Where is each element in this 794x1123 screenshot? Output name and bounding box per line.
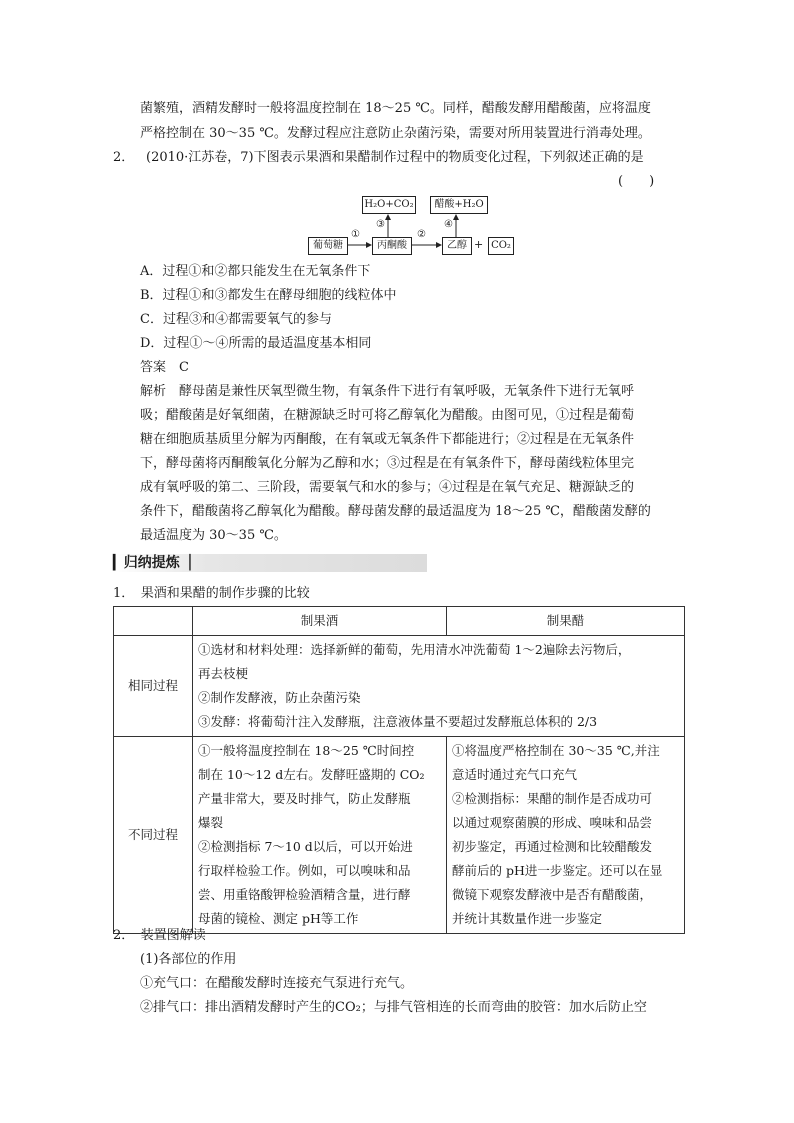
cell-vinegar-diff	[447, 737, 685, 934]
step2-label: ②	[417, 229, 426, 240]
table-corner	[114, 607, 193, 636]
option-a: A．过程①和②都只能发生在无氧条件下	[140, 264, 371, 279]
option-c: C．过程③和④都需要氧气的参与	[140, 312, 332, 327]
vinegar-line: 初步鉴定，再通过检测和比较醋酸发	[452, 839, 653, 854]
wine-line: 爆裂	[198, 815, 224, 830]
step4-label: ④	[444, 219, 453, 230]
option-d: D．过程①～④所需的最适温度基本相同	[140, 336, 372, 351]
question-number: 2．	[113, 150, 135, 165]
vinegar-line: 意适时通过充气口充气	[452, 767, 578, 782]
step1-label: ①	[351, 229, 360, 240]
vinegar-line: ②检测指标：果醋的制作是否成功可	[452, 791, 653, 806]
plus-sign: +	[474, 238, 484, 251]
analysis-line-2: 吸；醋酸菌是好氧细菌，在糖源缺乏时可将乙醇氧化为醋酸。由图可见，①过程是葡萄	[140, 408, 635, 423]
col-header-vinegar: 制果醋	[447, 607, 685, 636]
wine-line: 尝、用重铬酸钾检验酒精含量，进行酵	[198, 887, 411, 902]
intro-line-2: 严格控制在 30～35 ℃。发酵过程应注意防止杂菌污染，需要对所用装置进行消毒处理。	[140, 126, 651, 141]
wine-line: 产量非常大，要及时排气，防止发酵瓶	[198, 791, 411, 806]
cell-wine-diff	[193, 737, 447, 934]
acetic-acid-box: 醋酸+H₂O	[430, 196, 488, 214]
cell-same-process	[193, 636, 685, 737]
col-header-wine: 制果酒	[193, 607, 447, 636]
same-line: ②制作发酵液，防止杂菌污染	[198, 690, 361, 705]
same-line: 再去枝梗	[198, 666, 249, 681]
part-line-2: ②排气口：排出酒精发酵时产生的CO₂；与排气管相连的长而弯曲的胶管：加水后防止空	[140, 1000, 647, 1015]
answer-bracket: ( )	[618, 174, 655, 189]
vinegar-line: 酵前后的 pH进一步鉴定。还可以在显	[452, 863, 663, 878]
h2o-co2-box: H₂O+CO₂	[362, 196, 416, 214]
co2-box: CO₂	[488, 237, 514, 255]
section-heading: ▎归纳提炼▕	[113, 555, 191, 571]
same-line: ③发酵：将葡萄汁注入发酵瓶，注意液体量不要超过发酵瓶总体积的 2/3	[198, 714, 598, 729]
intro-line-1: 菌繁殖，酒精发酵时一般将温度控制在 18～25 ℃。同样，醋酸发酵用醋酸菌，应将温度	[140, 101, 651, 116]
wine-line: ①一般将温度控制在 18～25 ℃时间控	[198, 743, 415, 758]
part-line-1: ①充气口：在醋酸发酵时连接充气泵进行充气。	[140, 976, 414, 991]
step3-label: ③	[376, 219, 385, 230]
analysis-line-3: 糖在细胞质基质里分解为丙酮酸，在有氧或无氧条件下都能进行；②过程是在无氧条件	[140, 432, 635, 447]
analysis-line-6: 条件下，醋酸菌将乙醇氧化为醋酸。酵母菌发酵的最适温度为 18～25 ℃，醋酸菌发酵的	[140, 504, 651, 519]
row-header-diff: 不同过程	[114, 737, 193, 934]
item-1-heading: 1． 果酒和果醋的制作步骤的比较	[113, 586, 310, 601]
wine-line: 母菌的镜检、测定 pH等工作	[198, 911, 359, 926]
sub-heading-1: (1)各部位的作用	[140, 952, 237, 967]
vinegar-line: 微镜下观察发酵液中是否有醋酸菌，	[452, 887, 653, 902]
option-b: B．过程①和③都发生在酵母细胞的线粒体中	[140, 288, 397, 303]
pyruvate-box: 丙酮酸	[372, 237, 412, 255]
metabolism-diagram	[300, 190, 520, 260]
item-2-heading: 2． 装置图解读	[113, 928, 206, 943]
analysis-line-4: 下，酵母菌将丙酮酸氧化分解为乙醇和水；③过程是在有氧条件下，酵母菌线粒体里完	[140, 456, 635, 471]
ethanol-box: 乙醇	[442, 237, 472, 255]
comparison-table	[113, 606, 685, 934]
wine-line: 行取样检验工作。例如，可以嗅味和品	[198, 863, 411, 878]
vinegar-line: ①将温度严格控制在 30～35 ℃,并注	[452, 743, 660, 758]
analysis-line-1: 解析 酵母菌是兼性厌氧型微生物，有氧条件下进行有氧呼吸，无氧条件下进行无氧呼	[140, 384, 635, 399]
analysis-line-5: 成有氧呼吸的第二、三阶段，需要氧气和水的参与；④过程是在氧气充足、糖源缺乏的	[140, 480, 635, 495]
vinegar-line: 并统计其数量作进一步鉴定	[452, 911, 603, 926]
wine-line: 制在 10～12 d左右。发酵旺盛期的 CO₂	[198, 767, 425, 782]
question-text: (2010·江苏卷，7)下图表示果酒和果醋制作过程中的物质变化过程，下列叙述正确的是	[146, 150, 644, 165]
wine-line: ②检测指标 7～10 d以后，可以开始进	[198, 839, 413, 854]
glucose-box: 葡萄糖	[308, 237, 348, 255]
row-header-same: 相同过程	[114, 636, 193, 737]
same-line: ①选材和材料处理：选择新鲜的葡萄，先用清水冲洗葡萄 1～2遍除去污物后，	[198, 642, 631, 657]
answer-line: 答案 C	[140, 360, 189, 375]
vinegar-line: 以通过观察菌膜的形成、嗅味和品尝	[452, 815, 653, 830]
analysis-line-7: 最适温度为 30～35 ℃。	[140, 528, 287, 543]
